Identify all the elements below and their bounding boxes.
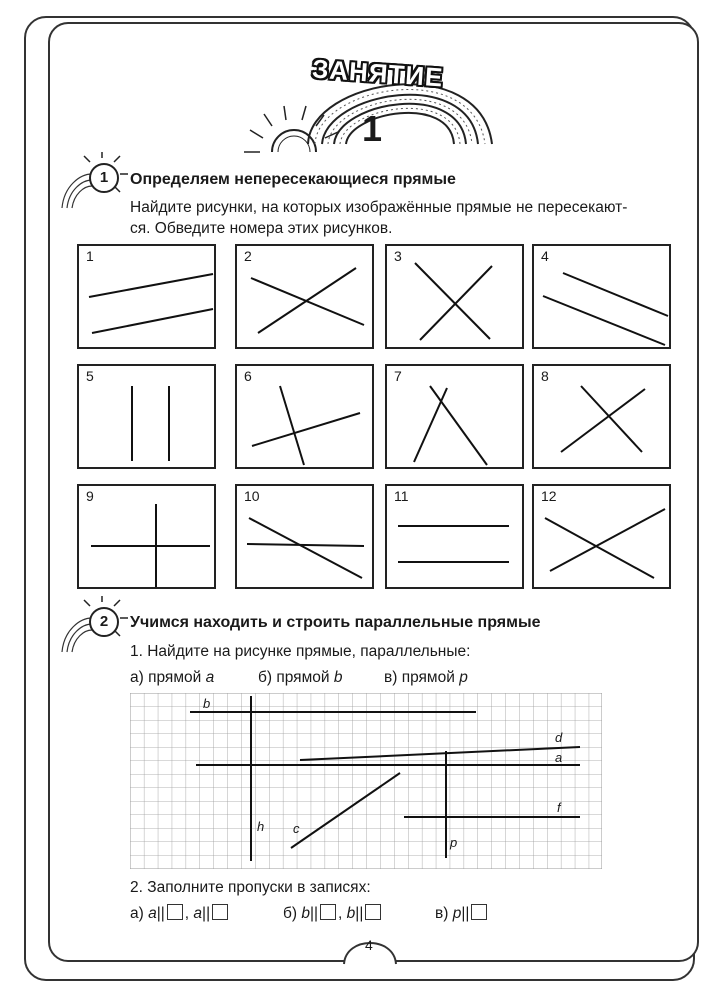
parallel-sign: || — [355, 905, 364, 922]
intersecting-lines-drawing — [387, 246, 526, 351]
answer-box[interactable] — [365, 904, 381, 920]
q2-var: b — [346, 905, 356, 922]
grid-label-h: h — [257, 819, 265, 834]
figure-number[interactable]: 8 — [541, 368, 549, 384]
intersecting-lines-drawing — [237, 246, 376, 351]
intersecting-lines-drawing — [237, 366, 376, 471]
figure-number[interactable]: 3 — [394, 248, 402, 264]
parallel-lines-drawing — [79, 246, 218, 351]
intersecting-lines-drawing — [387, 366, 526, 471]
q1-option-c-label: в) прямой — [384, 669, 455, 686]
q1-option-a-label: а) прямой — [130, 669, 202, 686]
q2-option-c — [435, 903, 489, 924]
q1-option-a — [130, 667, 214, 688]
figure-box-1[interactable] — [77, 244, 216, 349]
line-grid — [130, 693, 602, 869]
q2-var: p — [452, 905, 462, 922]
q2-option-a-label: а) — [130, 905, 144, 922]
figure-box-10[interactable] — [235, 484, 374, 589]
q2-option-a — [130, 903, 230, 924]
figure-box-11[interactable] — [385, 484, 524, 589]
q1-option-c-var: p — [459, 669, 468, 686]
figure-box-12[interactable] — [532, 484, 671, 589]
figure-number[interactable]: 10 — [244, 488, 260, 504]
q2-option-b-label: б) — [283, 905, 298, 922]
q1-option-a-var: a — [205, 669, 215, 686]
figure-number[interactable]: 5 — [86, 368, 94, 384]
intersecting-lines-drawing — [534, 486, 673, 591]
q2-var: b — [301, 905, 310, 922]
task2-question2: 2. Заполните пропуски в записях: — [130, 879, 371, 896]
q1-option-c — [384, 667, 468, 688]
q2-option-b — [283, 903, 383, 924]
parallel-sign: || — [461, 905, 470, 922]
task1-instruction-line1: Найдите рисунки, на которых изображённые прямые не пересекают- — [130, 199, 628, 216]
parallel-sign: || — [309, 905, 319, 922]
rainbow-icon — [62, 618, 92, 652]
answer-box[interactable] — [471, 904, 487, 920]
figure-number[interactable]: 9 — [86, 488, 94, 504]
grid-label-a: a — [555, 750, 563, 765]
figure-box-2[interactable] — [235, 244, 374, 349]
figure-number[interactable]: 12 — [541, 488, 557, 504]
q1-option-b-var: b — [333, 669, 343, 686]
figure-number[interactable]: 11 — [394, 488, 409, 504]
grid-label-d: d — [555, 730, 563, 745]
answer-box[interactable] — [320, 904, 336, 920]
figure-box-9[interactable] — [77, 484, 216, 589]
figure-number[interactable]: 1 — [86, 248, 94, 264]
figure-box-6[interactable] — [235, 364, 374, 469]
task2-title: Учимся находить и строить параллельные прямые — [130, 614, 541, 631]
task2-question1: 1. Найдите на рисунке прямые, параллельные: — [130, 643, 471, 660]
figure-number[interactable]: 2 — [244, 248, 252, 264]
lesson-title: ЗАНЯТИЕ — [311, 53, 445, 93]
figure-number[interactable]: 4 — [541, 248, 549, 264]
comma: , — [338, 905, 343, 922]
grid-label-p: p — [450, 835, 458, 850]
grid-label-c: c — [293, 821, 300, 836]
parallel-lines-drawing — [387, 486, 526, 591]
intersecting-lines-drawing — [534, 366, 673, 471]
parallel-lines-drawing — [79, 366, 218, 471]
figure-box-7[interactable] — [385, 364, 524, 469]
figure-box-5[interactable] — [77, 364, 216, 469]
figure-box-8[interactable] — [532, 364, 671, 469]
q2-var: a — [193, 905, 203, 922]
figure-number[interactable]: 7 — [394, 368, 402, 384]
grid-label-f: f — [557, 800, 561, 815]
q1-option-b-label: б) прямой — [258, 669, 330, 686]
lesson-number: 1 — [362, 108, 383, 149]
rainbow-icon — [308, 84, 492, 144]
answer-box[interactable] — [167, 904, 183, 920]
grid-label-b: b — [203, 696, 211, 711]
q2-var: a — [148, 905, 157, 922]
task2-number: 2 — [89, 607, 119, 637]
parallel-sign: || — [202, 905, 211, 922]
figure-number[interactable]: 6 — [244, 368, 252, 384]
rainbow-icon — [62, 174, 92, 208]
figure-box-3[interactable] — [385, 244, 524, 349]
task1-number: 1 — [89, 163, 119, 193]
answer-box[interactable] — [212, 904, 228, 920]
comma: , — [184, 905, 190, 922]
intersecting-lines-drawing — [237, 486, 376, 591]
task1-title: Определяем непересекающиеся прямые — [130, 171, 456, 188]
page-number: 4 — [365, 937, 373, 953]
task1-instruction-line2: ся. Обведите номера этих рисунков. — [130, 220, 393, 237]
intersecting-lines-drawing — [79, 486, 218, 591]
q2-option-c-label: в) — [435, 905, 449, 922]
parallel-sign: || — [156, 905, 165, 922]
figure-box-4[interactable] — [532, 244, 671, 349]
parallel-lines-drawing — [534, 246, 673, 351]
q1-option-b — [258, 667, 342, 688]
